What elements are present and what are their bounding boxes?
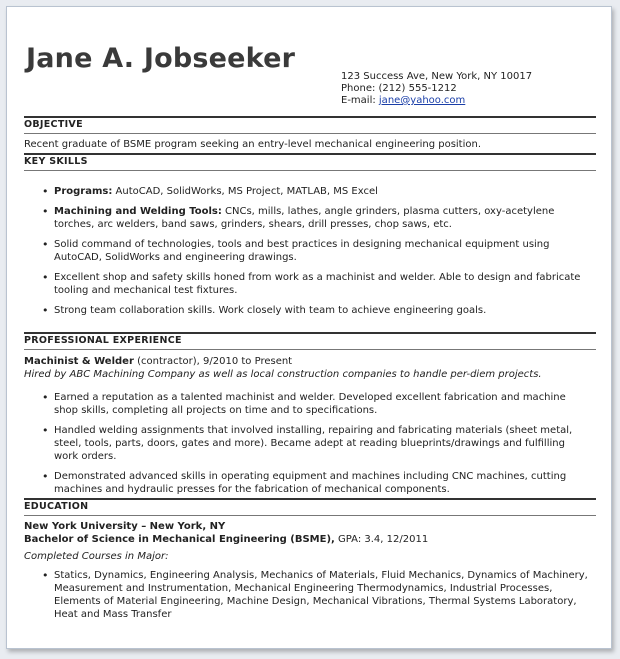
skill-text: AutoCAD, SolidWorks, MS Project, MATLAB, MS Excel (112, 186, 378, 197)
school-name: New York University – New York, NY (24, 521, 226, 532)
skill-text: Excellent shop and safety skills honed from work as a machinist and welder. Able to design and fabricate tooling and mechanical test fixtures. (54, 272, 581, 296)
courses-label: Completed Courses in Major: (24, 551, 169, 562)
degree-name: Bachelor of Science in Mechanical Engineering (BSME), (24, 534, 335, 545)
job-detail: (contractor), 9/2010 to Present (133, 356, 293, 367)
skill-item (54, 185, 596, 198)
education-section (24, 498, 596, 628)
courses-list (24, 569, 596, 621)
resume-page (6, 6, 612, 649)
job-heading (24, 355, 596, 368)
skill-text: CNCs, mills, lathes, angle grinders, plasma cutters, oxy-acetylene torches, arc welders, band saws, grinders, shears, drill presses, chop saws, etc. (54, 206, 555, 230)
skill-label: Machining and Welding Tools: (54, 206, 222, 217)
experience-list (24, 391, 596, 496)
contact-block (341, 71, 532, 107)
contact-phone: Phone: (212) 555-1212 (341, 83, 457, 94)
skill-item (54, 238, 596, 264)
contact-email-line (341, 95, 532, 107)
candidate-name: Jane A. Jobseeker (26, 43, 296, 74)
courses-item: • Statics, Dynamics, Engineering Analysis, Mechanics of Materials, Fluid Mechanics, Dynamics of Machinery, Measurement and Instrumentation, Mechanical Engineering Thermodynamics, Industrial Processes, Elements of Material Engineering, Machine Design, Mechanical Vibrations, Thermal Systems Laboratory, Heat and Mass Transfer (54, 569, 596, 621)
objective-section (24, 116, 596, 151)
section-divider (24, 170, 596, 171)
experience-item: • Handled welding assignments that involved installing, repairing and fabricating materials (sheet metal, steel, tools, parts, doors, gates and more). Became adept at reading blueprints/drawings and fulfilling work orders. (54, 424, 596, 463)
skill-text: Solid command of technologies, tools and best practices in designing mechanical equipment using AutoCAD, SolidWorks and engineering drawings. (54, 239, 550, 263)
experience-section (24, 332, 596, 503)
section-divider (24, 349, 596, 350)
job-description: Hired by ABC Machining Company as well as local construction companies to handle per-diem projects. (24, 369, 542, 380)
degree-detail: GPA: 3.4, 12/2011 (334, 534, 429, 545)
skill-item (54, 271, 596, 297)
degree-line (24, 533, 596, 546)
experience-item: • Demonstrated advanced skills in operating equipment and machines including CNC machines, cutting machines and hydraulic presses for the fabrication of mechanical components. (54, 470, 596, 496)
skills-heading: KEY SKILLS (24, 153, 596, 168)
objective-text: Recent graduate of BSME program seeking an entry-level mechanical engineering position. (24, 139, 482, 150)
skills-list (24, 185, 596, 317)
job-title: Machinist & Welder (24, 356, 134, 367)
section-divider (24, 133, 596, 134)
contact-address: 123 Success Ave, New York, NY 10017 (341, 71, 533, 82)
objective-heading: OBJECTIVE (24, 116, 596, 131)
experience-item: • Earned a reputation as a talented machinist and welder. Developed excellent fabrication and machine shop skills, completing all projects on time and to specifications. (54, 391, 596, 417)
experience-heading: PROFESSIONAL EXPERIENCE (24, 332, 596, 347)
skill-label: Programs: (54, 186, 113, 197)
section-divider (24, 515, 596, 516)
contact-email-label: E-mail: (341, 95, 379, 106)
skill-item (54, 304, 596, 317)
skill-item (54, 205, 596, 231)
skill-text: Strong team collaboration skills. Work closely with team to achieve engineering goals. (54, 305, 487, 316)
email-link[interactable]: jane@yahoo.com (378, 95, 466, 106)
education-heading: EDUCATION (24, 498, 596, 513)
skills-section (24, 153, 596, 324)
